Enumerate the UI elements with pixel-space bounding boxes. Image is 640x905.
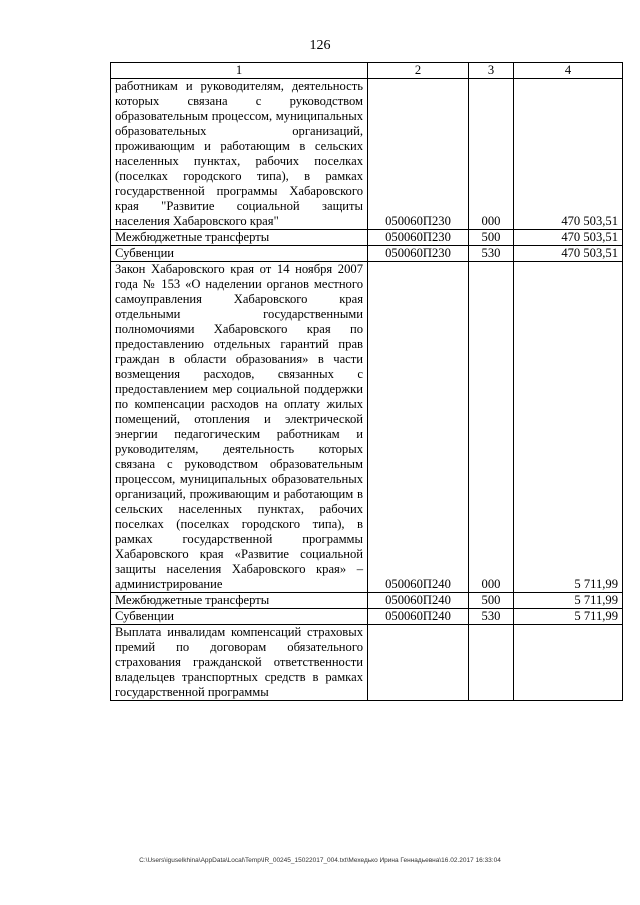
- row-code: 050060П230: [368, 246, 469, 262]
- row-amount: 5 711,99: [514, 609, 623, 625]
- row-amount: 5 711,99: [514, 593, 623, 609]
- header-col-2: 2: [368, 63, 469, 79]
- row-code: 050060П240: [368, 609, 469, 625]
- row-name: Закон Хабаровского края от 14 ноября 2007 года № 153 «О наделении органов местного самоуправления Хабаровского края отдельными государственными полномочиями Хабаровского края по предоставлению отдельных гарантий прав граждан в области образования» в части возмещения расходов, связанных с предоставлением мер социальной поддержки по компенсации расходов на оплату жилых помещений, отопления и электрической энергии педагогическим работникам и руководителям, деятельность которых связана с руководством образовательным процессом, муниципальных образовательных организаций, проживающим и работающим в сельских населенных пунктах, рабочих поселках (поселках городского типа), в рамках государственной программы Хабаровского края «Развитие социальной защиты населения Хабаровского края» – администрирование: [111, 262, 368, 593]
- row-name: Выплата инвалидам компенсаций страховых премий по договорам обязательного страхования гражданской ответственности владельцев транспортных средств в рамках государственной программы: [111, 625, 368, 701]
- row-code: 050060П230: [368, 79, 469, 230]
- budget-table: [110, 62, 623, 701]
- row-code: 050060П230: [368, 230, 469, 246]
- row-code: [368, 625, 469, 701]
- row-type: [469, 625, 514, 701]
- table-row: [111, 230, 623, 246]
- table-row: [111, 79, 623, 230]
- page-number: 126: [309, 38, 331, 53]
- table-row: [111, 609, 623, 625]
- row-type: 500: [469, 230, 514, 246]
- row-type: 530: [469, 609, 514, 625]
- table-row: [111, 246, 623, 262]
- row-name: работникам и руководителям, деятельность которых связана с руководством образовательным процессом, муниципальных образовательных организаций, проживающим и работающим в сельских населенных пунктах, рабочих поселках (поселках городского типа), в рамках государственной программы Хабаровского края "Развитие социальной защиты населения Хабаровского края": [111, 79, 368, 230]
- row-name: Субвенции: [111, 609, 368, 625]
- row-amount: 5 711,99: [514, 262, 623, 593]
- header-row: [111, 63, 623, 79]
- file-path-footer: C:\Users\iguselkhina\AppData\Local\Temp\IR_00245_15022017_004.txt\Мехедько Ирина Геннадьевна\16.02.2017 16:33:04: [139, 857, 501, 864]
- table-row: [111, 593, 623, 609]
- row-type: 000: [469, 79, 514, 230]
- row-name: Межбюджетные трансферты: [111, 230, 368, 246]
- header-col-4: 4: [514, 63, 623, 79]
- header-col-1: 1: [111, 63, 368, 79]
- row-name: Субвенции: [111, 246, 368, 262]
- row-amount: 470 503,51: [514, 230, 623, 246]
- table-row: [111, 262, 623, 593]
- row-amount: 470 503,51: [514, 246, 623, 262]
- row-amount: [514, 625, 623, 701]
- row-type: 500: [469, 593, 514, 609]
- header-col-3: 3: [469, 63, 514, 79]
- row-code: 050060П240: [368, 593, 469, 609]
- row-name: Межбюджетные трансферты: [111, 593, 368, 609]
- table-row: [111, 625, 623, 701]
- row-amount: 470 503,51: [514, 79, 623, 230]
- row-code: 050060П240: [368, 262, 469, 593]
- row-type: 530: [469, 246, 514, 262]
- row-type: 000: [469, 262, 514, 593]
